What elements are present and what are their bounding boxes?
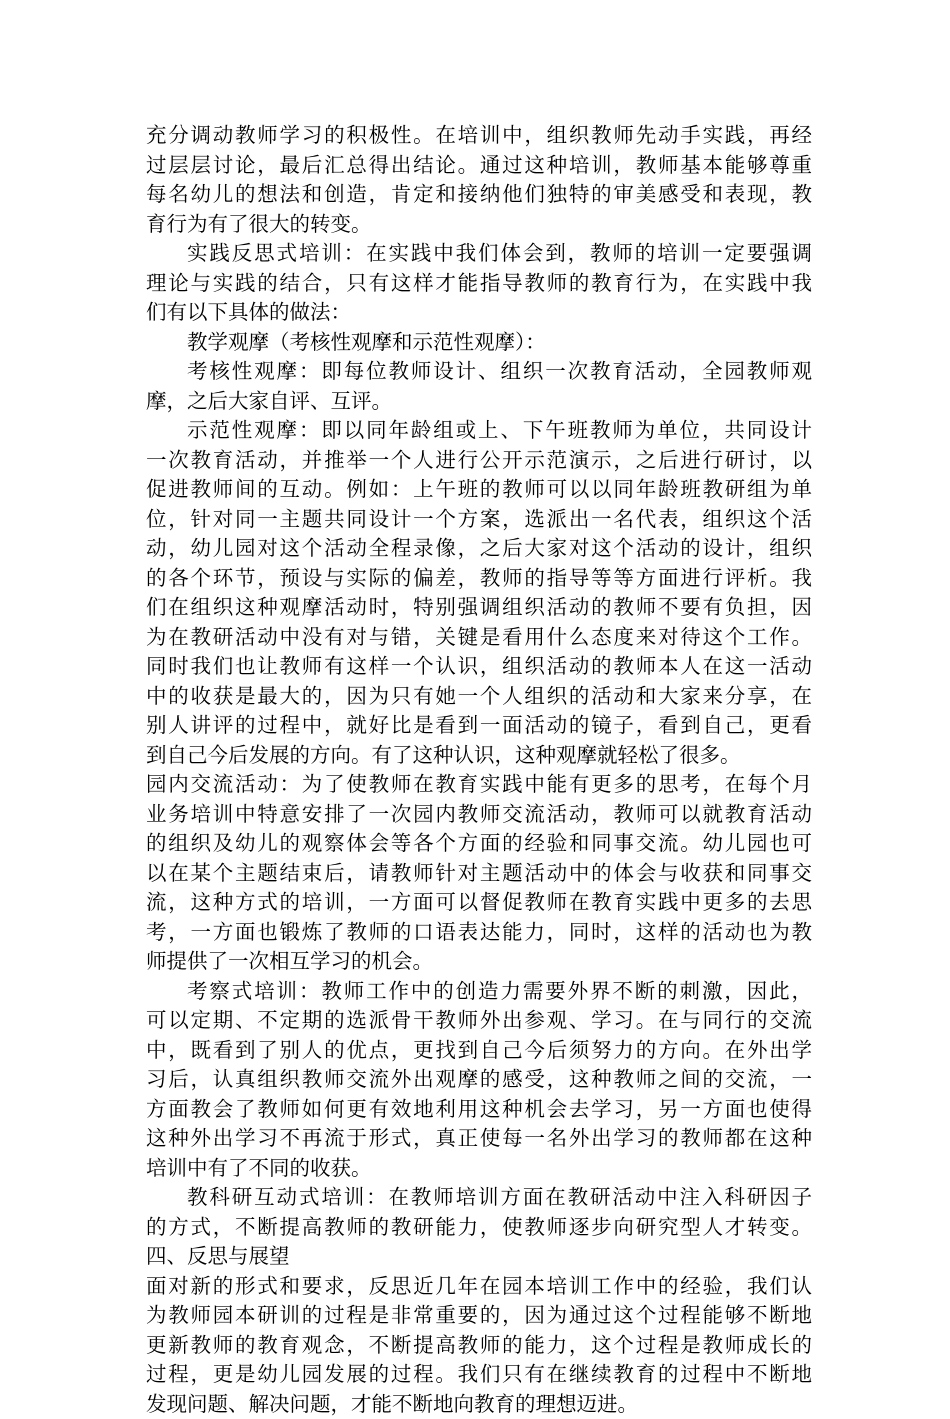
text-line: 面对新的形式和要求，反思近几年在园本培训工作中的经验，我们认 (146, 1272, 812, 1302)
text-line: 教学观摩（考核性观摩和示范性观摩）： (146, 328, 812, 358)
text-line: 习后，认真组织教师交流外出观摩的感受，这种教师之间的交流，一 (146, 1065, 812, 1095)
text-line: 促进教师间的互动。例如：上午班的教师可以以同年龄班教研组为单 (146, 475, 812, 505)
text-line: 这种外出学习不再流于形式，真正使每一名外出学习的教师都在这种 (146, 1124, 812, 1154)
text-line: 们在组织这种观摩活动时，特别强调组织活动的教师不要有负担，因 (146, 593, 812, 623)
text-line: 别人讲评的过程中，就好比是看到一面活动的镜子，看到自己，更看 (146, 711, 812, 741)
text-line: 为在教研活动中没有对与错，关键是看用什么态度来对待这个工作。 (146, 623, 812, 653)
text-line: 过层层讨论，最后汇总得出结论。通过这种培训，教师基本能够尊重 (146, 151, 812, 181)
text-line: 同时我们也让教师有这样一个认识，组织活动的教师本人在这一活动 (146, 652, 812, 682)
text-line: 中，既看到了别人的优点，更找到自己今后须努力的方向。在外出学 (146, 1036, 812, 1066)
text-line: 理论与实践的结合，只有这样才能指导教师的教育行为，在实践中我 (146, 269, 812, 299)
text-line: 教科研互动式培训：在教师培训方面在教研活动中注入科研因子 (146, 1183, 812, 1213)
text-line: 过程，更是幼儿园发展的过程。我们只有在继续教育的过程中不断地 (146, 1360, 812, 1390)
text-line: 到自己今后发展的方向。有了这种认识，这种观摩就轻松了很多。 (146, 741, 812, 771)
text-line: 可以定期、不定期的选派骨干教师外出参观、学习。在与同行的交流 (146, 1006, 812, 1036)
text-line: 摩，之后大家自评、互评。 (146, 387, 812, 417)
text-line: 示范性观摩：即以同年龄组或上、下午班教师为单位，共同设计 (146, 416, 812, 446)
text-line: 培训中有了不同的收获。 (146, 1154, 812, 1184)
text-line: 每名幼儿的想法和创造，肯定和接纳他们独特的审美感受和表现，教 (146, 180, 812, 210)
text-line: 为教师园本研训的过程是非常重要的，因为通过这个过程能够不断地 (146, 1301, 812, 1331)
text-line: 育行为有了很大的转变。 (146, 210, 812, 240)
text-line: 位，针对同一主题共同设计一个方案，选派出一名代表，组织这个活 (146, 505, 812, 535)
text-line: 们有以下具体的做法： (146, 298, 812, 328)
text-line: 的组织及幼儿的观察体会等各个方面的经验和同事交流。幼儿园也可 (146, 829, 812, 859)
text-line: 流，这种方式的培训，一方面可以督促教师在教育实践中更多的去思 (146, 888, 812, 918)
text-line: 更新教师的教育观念，不断提高教师的能力，这个过程是教师成长的 (146, 1331, 812, 1361)
text-line: 的各个环节，预设与实际的偏差，教师的指导等等方面进行评析。我 (146, 564, 812, 594)
text-line: 师提供了一次相互学习的机会。 (146, 947, 812, 977)
text-line: 的方式，不断提高教师的教研能力，使教师逐步向研究型人才转变。 (146, 1213, 812, 1243)
text-line: 充分调动教师学习的积极性。在培训中，组织教师先动手实践，再经 (146, 121, 812, 151)
document-body (146, 121, 812, 1419)
text-line: 考核性观摩：即每位教师设计、组织一次教育活动，全园教师观 (146, 357, 812, 387)
text-line: 四、反思与展望 (146, 1242, 812, 1272)
text-line: 实践反思式培训：在实践中我们体会到，教师的培训一定要强调 (146, 239, 812, 269)
text-line: 园内交流活动：为了使教师在教育实践中能有更多的思考，在每个月 (146, 770, 812, 800)
text-line: 考察式培训：教师工作中的创造力需要外界不断的刺激，因此， (146, 977, 812, 1007)
text-line: 发现问题、解决问题，才能不断地向教育的理想迈进。 (146, 1390, 812, 1419)
text-line: 考，一方面也锻炼了教师的口语表达能力，同时，这样的活动也为教 (146, 918, 812, 948)
text-line: 方面教会了教师如何更有效地利用这种机会去学习，另一方面也使得 (146, 1095, 812, 1125)
text-line: 业务培训中特意安排了一次园内教师交流活动，教师可以就教育活动 (146, 800, 812, 830)
text-line: 以在某个主题结束后，请教师针对主题活动中的体会与收获和同事交 (146, 859, 812, 889)
text-line: 动，幼儿园对这个活动全程录像，之后大家对这个活动的设计，组织 (146, 534, 812, 564)
text-line: 中的收获是最大的，因为只有她一个人组织的活动和大家来分享，在 (146, 682, 812, 712)
text-line: 一次教育活动，并推举一个人进行公开示范演示，之后进行研讨，以 (146, 446, 812, 476)
